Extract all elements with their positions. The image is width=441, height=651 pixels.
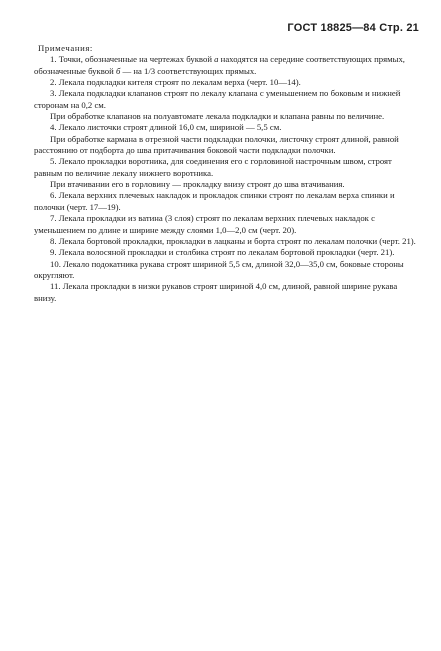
- note-1: [34, 54, 420, 77]
- note-6: 6. Лекала верхних плечевых накладок и прокладок спинки строят по лекалам верха спинки и полочки (черт. 17—19).: [34, 190, 395, 212]
- note-10: 10. Лекало подокатника рукава строят шириной 5,5 см, длиной 32,0—35,0 см, боковые стороны округляют.: [34, 258, 404, 280]
- note-11: 11. Лекала прокладки в низки рукавов строят шириной 4,0 см, длиной, равной ширине рукава внизу.: [34, 281, 398, 303]
- note-1-text-a: 1. Точки, обозначенные на чертежах буквой: [50, 54, 212, 65]
- note-1-letter-b: б: [115, 65, 121, 76]
- note-1-text-c: — на 1/3 соответствующих прямых.: [122, 65, 257, 76]
- note-3-continuation: При обработке клапанов на полуавтомате лекала подкладки и клапана равны по величине.: [50, 111, 385, 122]
- note-9: 9. Лекала волосяной прокладки и столбика строят по лекалам бортовой прокладки (черт. 21).: [50, 247, 395, 258]
- note-7: 7. Лекала прокладки из ватина (3 слоя) строят по лекалам верхних плечевых накладок с уменьшением по длине и ширине между слоями 1,0—2,0 см (черт. 20).: [34, 213, 375, 235]
- page-header: ГОСТ 18825—84 Стр. 21: [287, 22, 419, 34]
- note-1-letter-a: а: [214, 54, 219, 65]
- notes-block: [34, 43, 420, 304]
- notes-title: Примечания:: [38, 43, 93, 53]
- note-3: 3. Лекала подкладки клапанов строят по лекалу клапана с уменьшением по боковым и нижней сторонам на 0,2 см.: [34, 88, 401, 110]
- note-8: 8. Лекала бортовой прокладки, прокладки в лацканы и борта строят по лекалам полочки (черт. 21).: [50, 235, 416, 246]
- note-4-continuation: При обработке кармана в отрезной части подкладки полочки, листочку строят длиной, равной расстоянию от подборта до шва притачивания боковой части подкладки полочки.: [34, 133, 399, 156]
- note-5: 5. Лекало прокладки воротника, для соединения его с горловиной настрочным швом, строят равным по величине лекалу нижнего воротника.: [34, 156, 392, 178]
- note-4: 4. Лекало листочки строят длиной 16,0 см, шириной — 5,5 см.: [50, 122, 282, 133]
- note-2: 2. Лекала подкладки кителя строят по лекалам верха (черт. 10—14).: [50, 77, 301, 88]
- note-5-continuation: При втачивании его в горловину — прокладку внизу строят до шва втачивания.: [50, 179, 345, 190]
- note-1-text-b: находятся на середине соответствующих прямых, обозначенные буквой: [34, 54, 405, 76]
